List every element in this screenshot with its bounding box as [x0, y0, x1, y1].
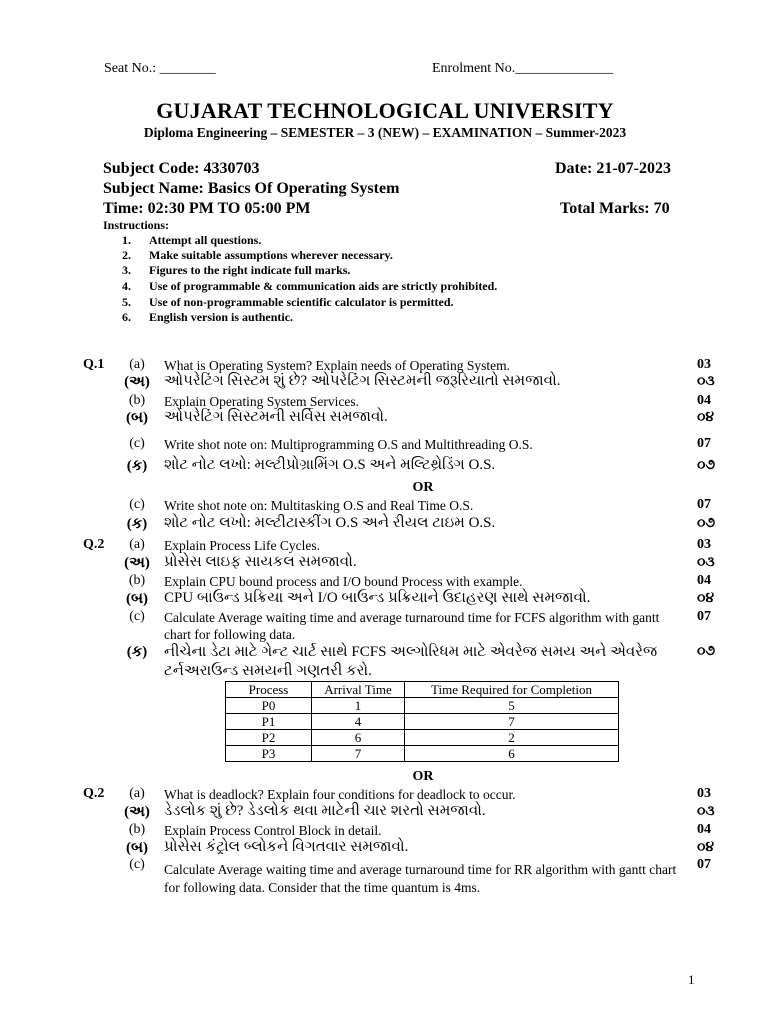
- sub-question-label: (a): [129, 357, 145, 372]
- table-cell: 6: [312, 730, 405, 746]
- instruction-item: 6. English version is authentic.: [122, 310, 294, 324]
- question-text-en: What is deadlock? Explain four conditions for deadlock to occur.: [164, 787, 516, 802]
- sub-question-label: (બ): [125, 410, 149, 426]
- table-cell: P2: [226, 730, 312, 746]
- table-cell: 2: [405, 730, 619, 746]
- marks: ૦૩: [697, 804, 715, 819]
- marks: ૦૩: [697, 555, 715, 570]
- table-cell: P3: [226, 746, 312, 762]
- sub-question-label: (b): [128, 573, 146, 588]
- sub-question-label: (c): [129, 609, 145, 624]
- instruction-item: 1. Attempt all questions.: [122, 233, 262, 247]
- page-number: 1: [688, 972, 695, 987]
- sub-question-label: (ક): [126, 644, 148, 660]
- sub-question-label: (બ): [125, 591, 149, 607]
- table-cell: 6: [405, 746, 619, 762]
- marks: 04: [697, 822, 711, 837]
- table-row: [226, 698, 619, 714]
- table-row: [226, 730, 619, 746]
- marks: ૦૭: [697, 458, 716, 473]
- question-text-en: Explain CPU bound process and I/O bound Process with example.: [164, 574, 523, 589]
- table-cell: P0: [226, 698, 312, 714]
- table-header-row: [226, 682, 619, 698]
- sub-question-label: (a): [129, 537, 145, 552]
- sub-question-label: (અ): [124, 804, 150, 820]
- question-text-en: Write shot note on: Multitasking O.S and Real Time O.S.: [164, 498, 474, 513]
- sub-question-label: (a): [129, 786, 145, 801]
- marks: 03: [697, 357, 711, 372]
- exam-date: Date: 21-07-2023: [555, 160, 671, 177]
- table-row: [226, 714, 619, 730]
- marks: 03: [697, 537, 711, 552]
- table-cell: P1: [226, 714, 312, 730]
- table-cell: 5: [405, 698, 619, 714]
- sub-question-label: (ક): [126, 516, 148, 532]
- marks: ૦૭: [697, 644, 716, 659]
- question-text-en: Calculate Average waiting time and average turnaround time for RR algorithm with gantt chart for following data. Consider that the time quantum is 4ms.: [164, 862, 677, 895]
- instruction-item: 3. Figures to the right indicate full marks.: [122, 263, 351, 277]
- marks: 07: [697, 609, 711, 624]
- sub-question-label: (બ): [125, 840, 149, 856]
- table-row: [226, 746, 619, 762]
- question-text-gu: શોટ નોટ લખો: મલ્ટીપ્રોગ્રામિંગ O.S અને મલ્ટિથ્રેડિંગ O.S.: [164, 457, 496, 473]
- marks: 07: [697, 497, 711, 512]
- subject-code: Subject Code: 4330703: [103, 160, 260, 177]
- exam-line: Diploma Engineering – SEMESTER – 3 (NEW) – EXAMINATION – Summer-2023: [143, 125, 627, 140]
- sub-question-label: (અ): [124, 374, 150, 390]
- instruction-item: 4. Use of programmable & communication aids are strictly prohibited.: [122, 279, 498, 293]
- question-text-en: What is Operating System? Explain needs of Operating System.: [164, 358, 511, 373]
- question-number: Q.2: [83, 537, 105, 552]
- question-text-gu: ઓપરેટિંગ સિસ્ટમ શું છે? ઓપરેટિંગ સિસ્ટમની જરૂરિયાતો સમજાવો.: [164, 373, 561, 389]
- table-header-cell: Process: [226, 682, 312, 698]
- question-text-gu: નીચેના ડેટા માટે ગેન્ટ ચાર્ટ સાથે FCFS અલ્ગોરિધમ માટે એવરેજ સમય અને એવરેજ ટર્નઅરાઉન્ડ સમયની ગણતરી કરો.: [164, 644, 658, 679]
- marks: 03: [697, 786, 711, 801]
- process-table: [225, 681, 619, 762]
- question-text-en: Explain Operating System Services.: [164, 394, 359, 409]
- enrolment-number: Enrolment No.______________: [432, 61, 614, 76]
- question-text-en: Explain Process Control Block in detail.: [164, 823, 382, 838]
- instructions-heading: Instructions:: [103, 218, 170, 232]
- question-text-gu: CPU બાઉન્ડ પ્રક્રિયા અને I/O બાઉન્ડ પ્રક્રિયાને ઉદાહરણ સાથે સમજાવો.: [164, 590, 591, 606]
- question-text-gu: પ્રોસેસ લાઇફ સાયકલ સમજાવો.: [164, 554, 357, 570]
- sub-question-label: (ક): [126, 458, 148, 474]
- sub-question-label: (અ): [124, 555, 150, 571]
- question-text-en: Write shot note on: Multiprogramming O.S and Multithreading O.S.: [164, 437, 533, 452]
- marks: 04: [697, 573, 711, 588]
- table-cell: 7: [405, 714, 619, 730]
- sub-question-label: (c): [129, 857, 145, 872]
- or-separator: OR: [412, 480, 434, 495]
- question-number: Q.2: [83, 786, 105, 801]
- table-cell: 4: [312, 714, 405, 730]
- table-cell: 7: [312, 746, 405, 762]
- seat-number: Seat No.: ________: [104, 61, 216, 76]
- total-marks: Total Marks: 70: [560, 200, 670, 217]
- marks: ૦૪: [697, 591, 715, 606]
- table-header-cell: Arrival Time: [312, 682, 405, 698]
- marks: ૦૪: [697, 840, 715, 855]
- marks: 04: [697, 393, 711, 408]
- question-text-gu: શોટ નોટ લખો: મલ્ટીટાસ્કીંગ O.S અને રીયલ ટાઇમ O.S.: [164, 515, 496, 531]
- question-text-gu: ડેડલોક શું છે? ડેડલોક થવા માટેની ચાર શરતો સમજાવો.: [164, 803, 486, 819]
- marks: ૦૭: [697, 516, 716, 531]
- instruction-item: 2. Make suitable assumptions wherever necessary.: [122, 248, 393, 262]
- question-text-en: Calculate Average waiting time and average turnaround time for FCFS algorithm with gantt chart for following data.: [164, 610, 660, 642]
- table-cell: 1: [312, 698, 405, 714]
- sub-question-label: (c): [129, 497, 145, 512]
- instruction-item: 5. Use of non-programmable scientific calculator is permitted.: [122, 295, 454, 309]
- question-text-en: Explain Process Life Cycles.: [164, 538, 320, 553]
- question-text-gu: પ્રોસેસ કંટ્રોલ બ્લોકને વિગતવાર સમજાવો.: [164, 839, 409, 855]
- exam-time: Time: 02:30 PM TO 05:00 PM: [103, 200, 311, 217]
- marks: ૦૪: [697, 410, 715, 425]
- or-separator: OR: [412, 769, 434, 784]
- table-header-cell: Time Required for Completion: [405, 682, 619, 698]
- marks: 07: [697, 436, 711, 451]
- sub-question-label: (c): [129, 436, 145, 451]
- question-text-gu: ઓપરેટિંગ સિસ્ટમની સર્વિસ સમજાવો.: [164, 409, 388, 425]
- university-title: GUJARAT TECHNOLOGICAL UNIVERSITY: [156, 98, 614, 123]
- marks: 07: [697, 857, 711, 872]
- sub-question-label: (b): [128, 822, 146, 837]
- subject-name: Subject Name: Basics Of Operating System: [103, 180, 400, 197]
- sub-question-label: (b): [128, 393, 146, 408]
- question-number: Q.1: [83, 357, 105, 372]
- marks: ૦૩: [697, 374, 715, 389]
